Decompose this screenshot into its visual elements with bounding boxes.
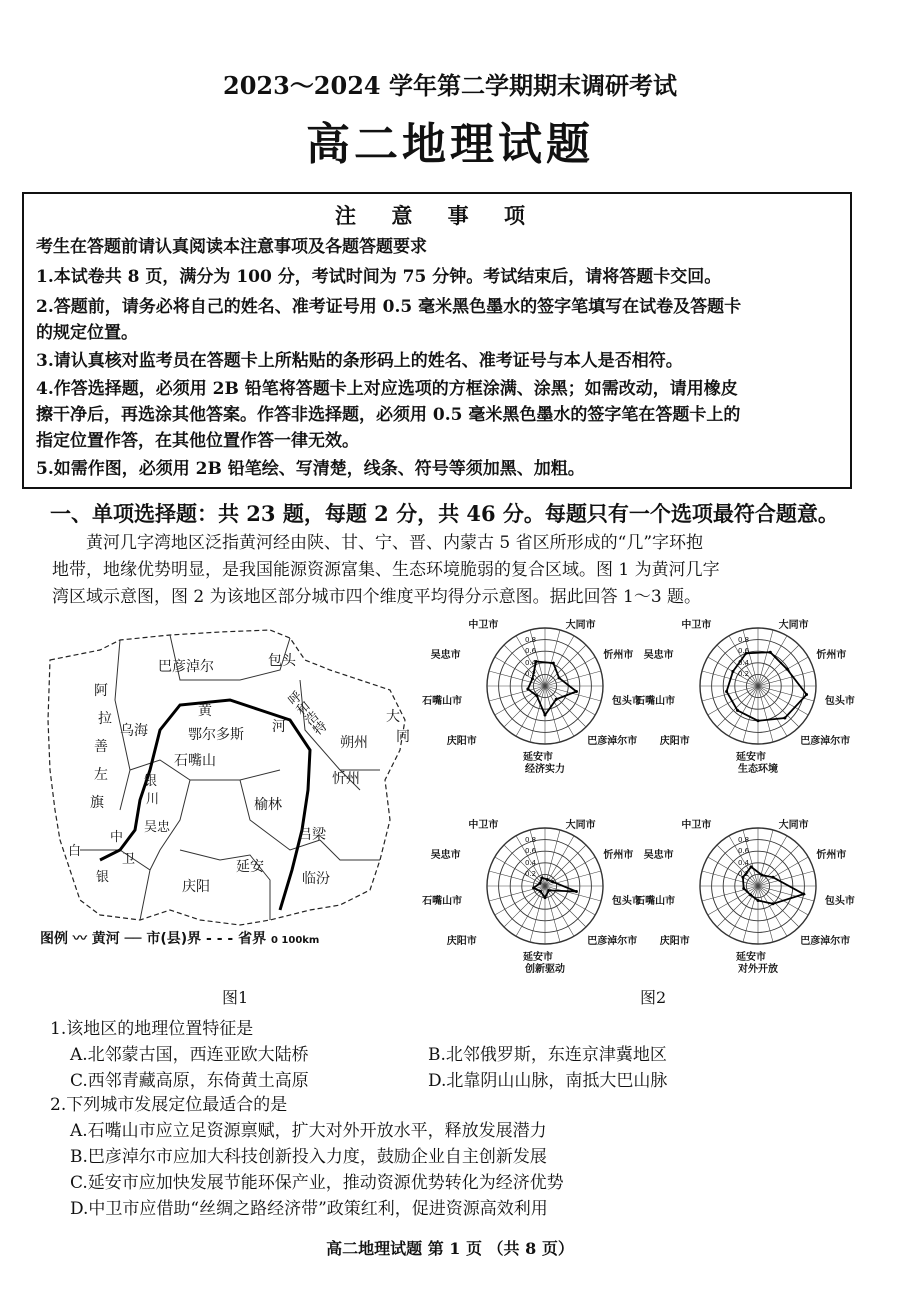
radar-series (743, 867, 804, 904)
map-legend (40, 928, 319, 948)
map-label: 左 (94, 767, 108, 783)
radar-point (771, 902, 774, 905)
radar-spoke (717, 686, 758, 727)
region-map (40, 620, 432, 950)
map-label: 河 (272, 719, 286, 735)
map-label: 善 (94, 739, 108, 755)
notice-line: 考生在答题前请认真阅读本注意事项及各题答题要求 (36, 237, 427, 257)
option-a[interactable]: A.北邻蒙古国，西连亚欧大陆桥 (70, 1045, 309, 1065)
radar-tick-label: 0.4 (525, 858, 537, 867)
radar-point (555, 698, 558, 701)
notice-line: 指定位置作答，在其他位置作答一律无效。 (36, 431, 359, 451)
map-label: 白 (68, 844, 82, 859)
radar-city-label: 包头市 (611, 695, 642, 707)
radar-point (547, 889, 550, 892)
radar-spoke (545, 645, 586, 686)
question-stem: 1.该地区的地理位置特征是 (50, 1019, 254, 1039)
option-d[interactable]: D.北靠阴山山脉，南抵大巴山脉 (428, 1071, 668, 1091)
exam-subtitle: 2023～2024 学年第二学期期末调研考试 (223, 71, 677, 100)
radar-city-label: 包头市 (824, 695, 855, 707)
radar-city-label: 庆阳市 (659, 736, 690, 748)
map-svg (40, 620, 432, 950)
fig1-caption: 图1 (222, 988, 249, 1007)
radar-city-label: 石嘴山市 (422, 895, 463, 907)
radar-tick-label: 0.2 (525, 870, 537, 879)
map-label: 阿 (94, 683, 108, 699)
radar-point (769, 651, 772, 654)
notice-box (22, 192, 852, 489)
radar-point (750, 865, 753, 868)
radar-city-label: 延安市 (523, 952, 553, 963)
notice-line: 4.作答选择题，必须用 2B 铅笔将答题卡上对应选项的方框涂满、涂黑；如需改动，请用橡皮 (36, 379, 738, 399)
radar-point (802, 893, 805, 896)
radar-point (526, 688, 529, 691)
radar-point (535, 694, 538, 697)
radar-point (544, 714, 547, 717)
map-label: 乌海 (120, 723, 148, 739)
radar-point (805, 693, 808, 696)
map-label: 临汾 (302, 871, 330, 887)
fig2-caption: 图2 (640, 988, 667, 1007)
notice-line: 5.如需作图，必须用 2B 铅笔绘、写清楚，线条、符号等须加黑、加粗。 (36, 459, 585, 479)
radar-city-label: 吴忠市 (643, 850, 674, 861)
radar-city-label: 庆阳市 (659, 936, 690, 948)
radar-point (552, 662, 555, 665)
radar-city-label: 中卫市 (468, 620, 499, 632)
legend-province-border: 省界 (238, 931, 267, 947)
radar-city-label: 大同市 (565, 820, 596, 832)
map-label: 卫 (122, 852, 136, 867)
radar-tick-label: 0.2 (738, 670, 750, 679)
radar-point (736, 709, 739, 712)
intro-line: 地带，地缘优势明显，是我国能源资源富集、生态环境脆弱的复合区域。图 1 为黄河几字 (52, 560, 720, 580)
radar-point (575, 890, 578, 893)
radar-city-label: 中卫市 (468, 820, 499, 832)
map-label: 银 (96, 870, 110, 885)
radar-city-label: 忻州市 (816, 650, 847, 661)
radar-city-label: 吴忠市 (430, 650, 461, 661)
map-label: 呼和浩特 (283, 689, 328, 739)
map-label: 朔州 (340, 735, 368, 751)
radar-city-label: 庆阳市 (446, 936, 477, 948)
radar-tick-label: 0.6 (525, 647, 537, 656)
radar-caption: 经济实力 (525, 764, 565, 775)
intro-line: 黄河几字湾地区泛指黄河经由陕、甘、宁、晋、内蒙古 5 省区所形成的“几”字环抱 (86, 533, 704, 553)
radar-point (731, 670, 734, 673)
radar-point (772, 876, 775, 879)
radar-spoke (504, 886, 545, 927)
radar-tick-label: 0.4 (738, 858, 750, 867)
radar-city-label: 巴彦淖尔市 (587, 936, 638, 948)
radar-spoke (545, 845, 586, 886)
radar-city-label: 中卫市 (681, 820, 712, 832)
intro-line: 湾区域示意图，图 2 为该地区部分城市四个维度平均得分示意图。据此回答 1～3 题。 (52, 587, 702, 607)
radar-point (725, 690, 728, 693)
radar-city-label: 吴忠市 (643, 650, 674, 661)
radar-point (760, 874, 763, 877)
radar-tick-label: 0.4 (525, 658, 537, 667)
map-label: 川 (146, 792, 160, 807)
legend-city-border: 市(县)界 (146, 931, 202, 947)
radar-point (538, 882, 541, 885)
map-label: 黄 (198, 703, 212, 719)
section-heading: 一、单项选择题：共 23 题，每题 2 分，共 46 分。每题只有一个选项最符合题意。 (50, 501, 839, 526)
exam-title: 高二地理试题 (306, 119, 594, 170)
radar-city-label: 包头市 (611, 895, 642, 907)
radar-city-label: 大同市 (565, 620, 596, 632)
radar-city-label: 石嘴山市 (635, 895, 676, 907)
radar-city-label: 庆阳市 (446, 736, 477, 748)
question-stem: 2.下列城市发展定位最适合的是 (50, 1095, 288, 1115)
map-label: 延安 (236, 859, 264, 875)
radar-caption: 对外开放 (738, 964, 778, 975)
radar-point (541, 876, 544, 879)
notice-line: 1.本试卷共 8 页，满分为 100 分，考试时间为 75 分钟。考试结束后，请将答题卡交回。 (36, 267, 722, 287)
radar-point (757, 899, 760, 902)
radar-point (546, 878, 549, 881)
radar-city-label: 石嘴山市 (422, 695, 463, 707)
radar-caption: 创新驱动 (525, 964, 565, 975)
legend-city-line-icon: ── (124, 931, 142, 947)
radar-city-label: 延安市 (736, 752, 766, 763)
radar-tick-label: 0.6 (738, 847, 750, 856)
option-c[interactable]: C.西邻青藏高原，东倚黄土高原 (70, 1071, 309, 1091)
legend-province-line-icon: - - - (206, 931, 234, 947)
radar-point (783, 716, 786, 719)
map-label: 拉 (98, 711, 112, 727)
radar-spoke (545, 886, 586, 927)
notice-line: 的规定位置。 (36, 323, 138, 343)
radar-point (742, 887, 745, 890)
radar-tick-label: 0.2 (738, 870, 750, 879)
map-label: 庆阳 (182, 879, 210, 895)
radar-spoke (758, 886, 799, 927)
map-label: 榆林 (254, 797, 282, 813)
radar-chart (422, 808, 645, 978)
radar-point (544, 896, 547, 899)
notice-line: 3.请认真核对监考员在答题卡上所粘贴的条形码上的姓名、准考证号与本人是否相符。 (36, 351, 683, 371)
map-label: 同 (396, 729, 410, 745)
radar-spoke (717, 886, 758, 927)
radar-point (532, 887, 535, 890)
map-label: 银 (144, 774, 158, 789)
radar-spoke (758, 645, 799, 686)
radar-chart (422, 608, 645, 778)
radar-city-label: 忻州市 (603, 850, 634, 861)
map-label: 鄂尔多斯 (188, 727, 244, 743)
radar-point (558, 676, 561, 679)
option-c[interactable]: C.延安市应加快发展节能环保产业，推动资源优势转化为经济优势 (70, 1173, 564, 1193)
option-b[interactable]: B.北邻俄罗斯，东连京津冀地区 (428, 1045, 667, 1065)
legend-river: 黄河 (91, 931, 120, 947)
radar-tick-label: 0.4 (738, 658, 750, 667)
radar-tick-label: 0.8 (738, 635, 750, 644)
option-a[interactable]: A.石嘴山市应立足资源禀赋，扩大对外开放水平，释放发展潜力 (70, 1121, 547, 1141)
legend-scale: 0 100km (270, 935, 320, 946)
radar-city-label: 包头市 (824, 895, 855, 907)
radar-spoke (504, 686, 545, 727)
radar-point (749, 893, 752, 896)
map-label: 巴彦淖尔 (158, 659, 214, 675)
map-label: 吕梁 (298, 827, 326, 843)
radar-point (757, 719, 760, 722)
radar-tick-label: 0.8 (525, 835, 537, 844)
radar-city-label: 石嘴山市 (635, 695, 676, 707)
city-border (80, 850, 150, 920)
radar-city-label: 巴彦淖尔市 (800, 936, 851, 948)
option-d[interactable]: D.中卫市应借助“丝绸之路经济带”政策红利，促进资源高效利用 (70, 1199, 548, 1219)
radar-tick-label: 0.8 (738, 835, 750, 844)
map-label: 石嘴山 (174, 753, 216, 769)
radar-city-label: 忻州市 (816, 850, 847, 861)
notice-title: 注 意 事 项 (335, 203, 539, 228)
radar-tick-label: 0.6 (525, 847, 537, 856)
map-label: 中 (110, 830, 124, 845)
radar-city-label: 大同市 (778, 820, 809, 832)
radar-city-label: 巴彦淖尔市 (587, 736, 638, 748)
radar-city-label: 延安市 (736, 952, 766, 963)
radar-point (575, 690, 578, 693)
radar-city-label: 中卫市 (681, 620, 712, 632)
radar-city-label: 延安市 (523, 752, 553, 763)
map-label: 大 (386, 709, 400, 725)
map-label: 忻州 (332, 771, 360, 787)
map-label: 吴忠 (144, 820, 171, 835)
city-border (320, 840, 380, 860)
legend-title: 图例 (40, 931, 68, 947)
notice-line: 2.答题前，请务必将自己的姓名、准考证号用 0.5 毫米黑色墨水的签字笔填写在试卷及答题卡 (36, 297, 742, 317)
radar-tick-label: 0.6 (738, 647, 750, 656)
radar-caption: 生态环境 (738, 764, 778, 775)
radar-city-label: 巴彦淖尔市 (800, 736, 851, 748)
radar-chart (635, 608, 858, 778)
radar-tick-label: 0.8 (525, 635, 537, 644)
notice-line: 擦干净后，再选涂其他答案。作答非选择题，必须用 0.5 毫米黑色墨水的签字笔在答题卡上的 (36, 405, 741, 425)
radar-city-label: 大同市 (778, 620, 809, 632)
legend-river-icon: 〰 (72, 931, 87, 947)
option-b[interactable]: B.巴彦淖尔市应加大科技创新投入力度，鼓励企业自主创新发展 (70, 1147, 547, 1167)
radar-city-label: 忻州市 (603, 650, 634, 661)
radar-point (786, 668, 789, 671)
page-footer: 高二地理试题 第 1 页 （共 8 页） (326, 1239, 574, 1258)
radar-chart (635, 808, 858, 978)
map-label: 旗 (90, 795, 104, 811)
radar-point (551, 880, 554, 883)
radar-tick-label: 0.2 (525, 670, 537, 679)
map-label: 包头 (268, 653, 296, 669)
radar-point (539, 890, 542, 893)
radar-city-label: 吴忠市 (430, 850, 461, 861)
